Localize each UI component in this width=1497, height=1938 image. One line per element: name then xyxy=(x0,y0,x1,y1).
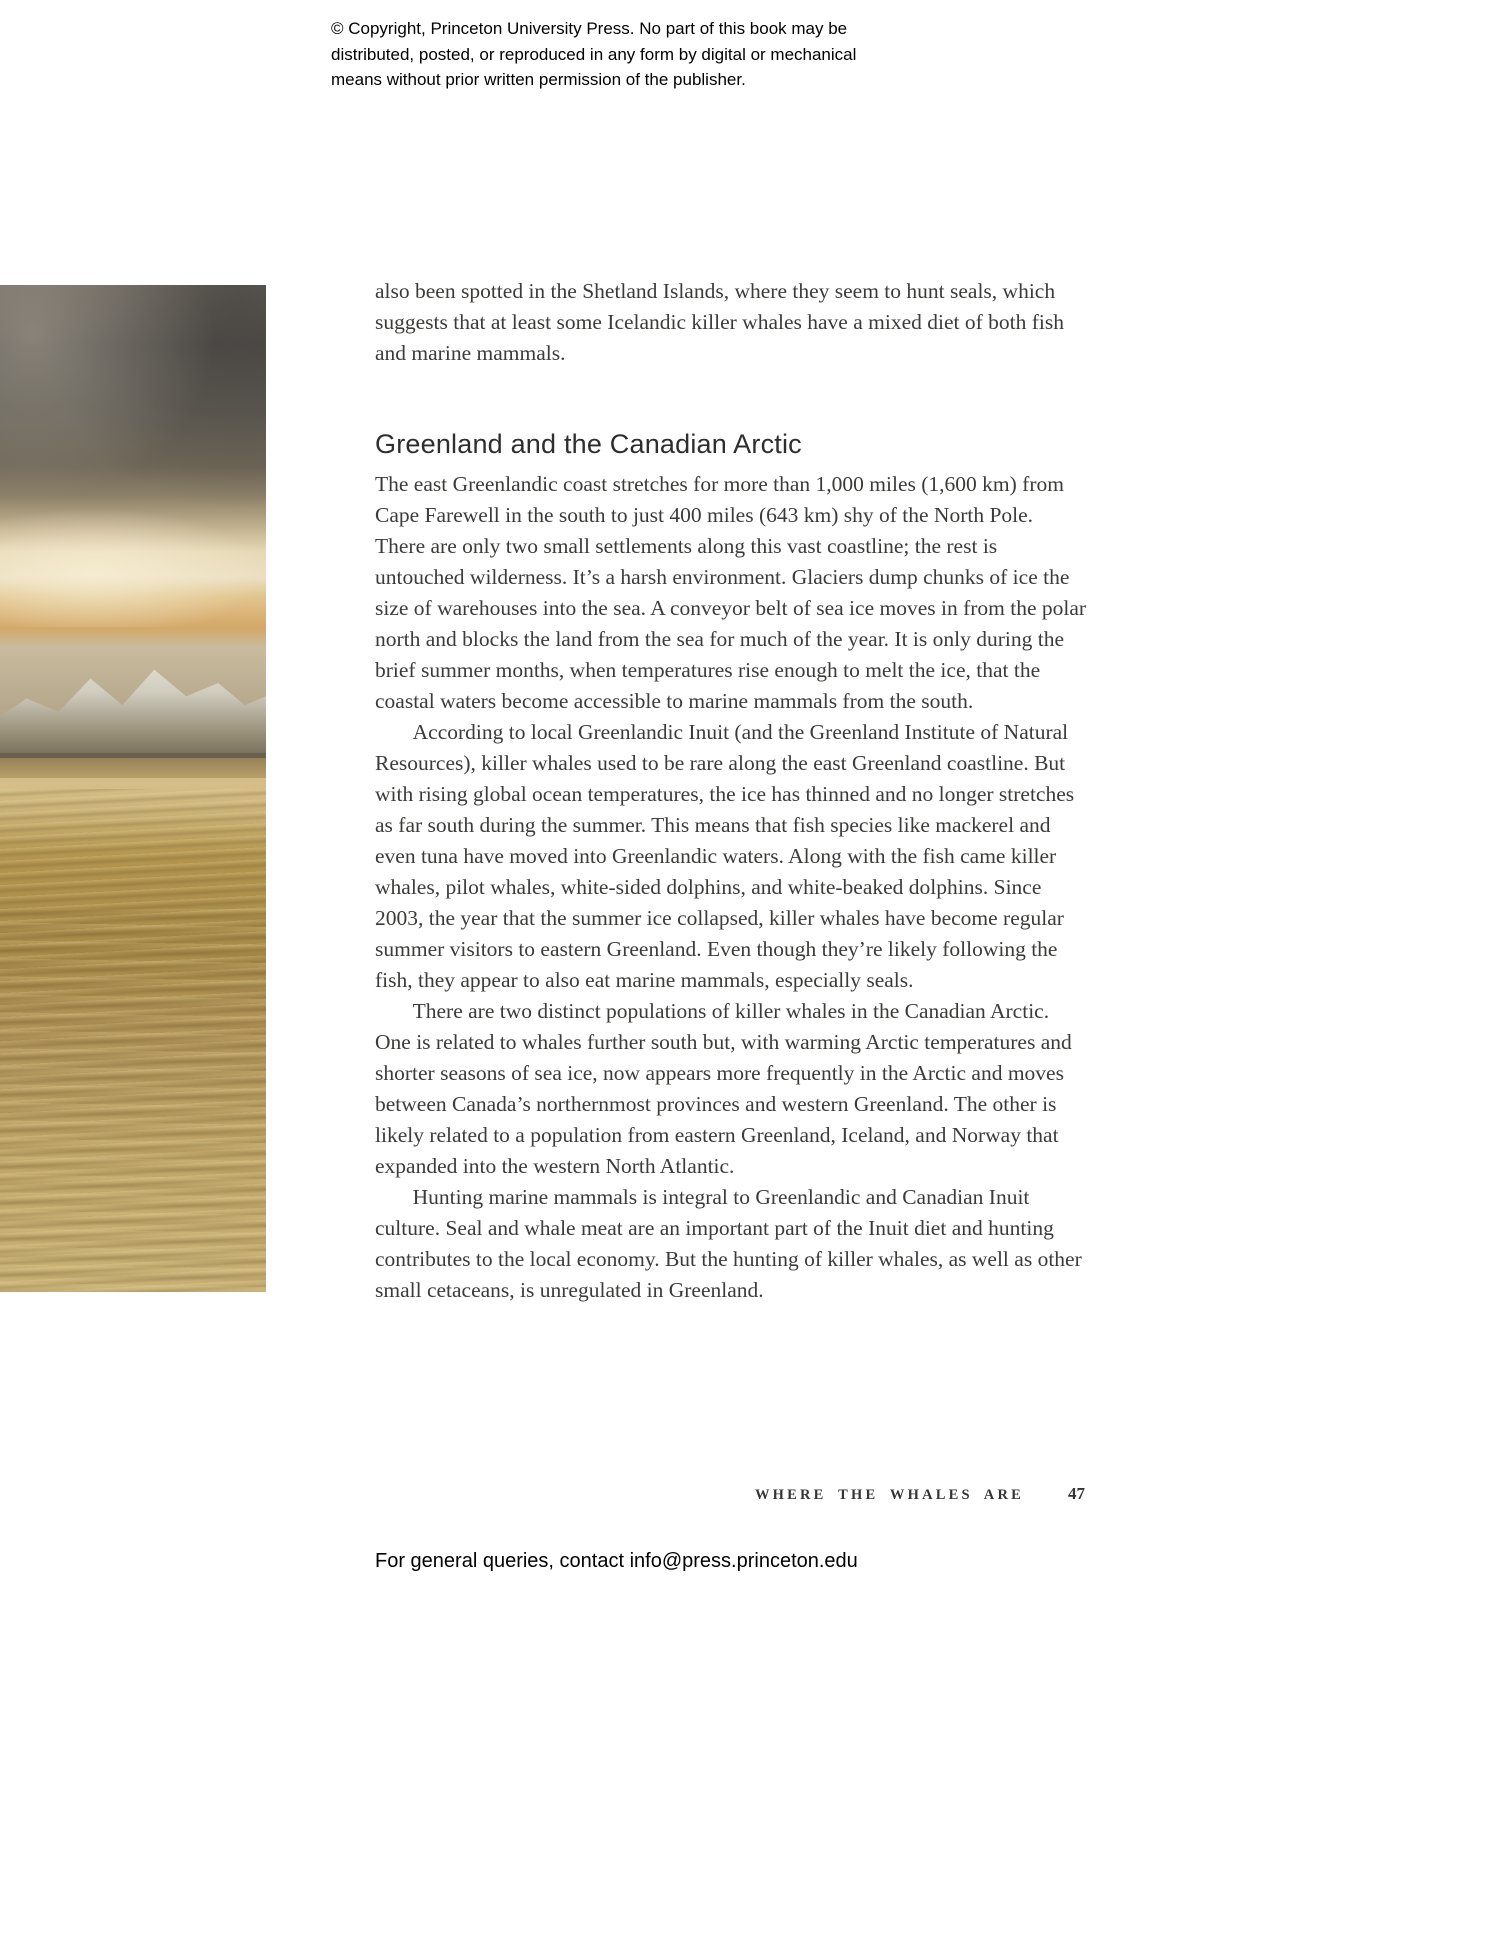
main-text-column xyxy=(375,276,1087,1306)
paragraph: There are two distinct populations of killer whales in the Canadian Arctic. One is related to whales further south but, with warming Arctic temperatures and shorter seasons of sea ice, now appears more frequently in the Arctic and moves between Canada’s northernmost provinces and western Greenland. The other is likely related to a population from eastern Greenland, Iceland, and Norway that expanded into the western North Atlantic. xyxy=(375,999,1072,1178)
section-heading: Greenland and the Canadian Arctic xyxy=(375,429,802,459)
paragraph: According to local Greenlandic Inuit (and the Greenland Institute of Natural Resources), killer whales used to be rare along the east Greenland coastline. But with rising global ocean temperatures, the ice has thinned and no longer stretches as far south during the summer. This means that fish species like mackerel and even tuna have moved into Greenlandic waters. Along with the fish came killer whales, pilot whales, white-sided dolphins, and white-beaked dolphins. Since 2003, the year that the summer ice collapsed, killer whales have become regular summer visitors to eastern Greenland. Even though they’re likely following the fish, they appear to also eat marine mammals, especially seals. xyxy=(375,720,1075,992)
page-footer xyxy=(755,1484,1085,1504)
landscape-photo xyxy=(0,285,266,1292)
photo-ripples-layer-2 xyxy=(0,909,266,1292)
copyright-notice: © Copyright, Princeton University Press. No part of this book may be distributed, posted, or reproduced in any form by digital or mechanical means without prior written permission of the publisher. xyxy=(331,19,857,89)
photo-mountain-layer xyxy=(0,648,266,759)
paragraph-continuation: also been spotted in the Shetland Islands, where they seem to hunt seals, which suggests that at least some Icelandic killer whales have a mixed diet of both fish and marine mammals. xyxy=(375,279,1064,365)
page-number: 47 xyxy=(1068,1484,1085,1503)
paragraph: Hunting marine mammals is integral to Greenlandic and Canadian Inuit culture. Seal and whale meat are an important part of the Inuit diet and hunting contributes to the local economy. But the hunting of killer whales, as well as other small cetaceans, is unregulated in Greenland. xyxy=(375,1185,1082,1302)
photo-sunglow-layer xyxy=(0,507,266,628)
running-head: WHERE THE WHALES ARE xyxy=(754,1487,1024,1503)
contact-line: For general queries, contact info@press.princeton.edu xyxy=(375,1550,858,1572)
paragraph: The east Greenlandic coast stretches for more than 1,000 miles (1,600 km) from Cape Farewell in the south to just 400 miles (643 km) shy of the North Pole. There are only two small settlements along this vast coastline; the rest is untouched wilderness. It’s a harsh environment. Glaciers dump chunks of ice the size of warehouses into the sea. A conveyor belt of sea ice moves in from the polar north and blocks the land from the sea for much of the year. It is only during the brief summer months, when temperatures rise enough to melt the ice, that the coastal waters become accessible to marine mammals from the south. xyxy=(375,472,1087,713)
